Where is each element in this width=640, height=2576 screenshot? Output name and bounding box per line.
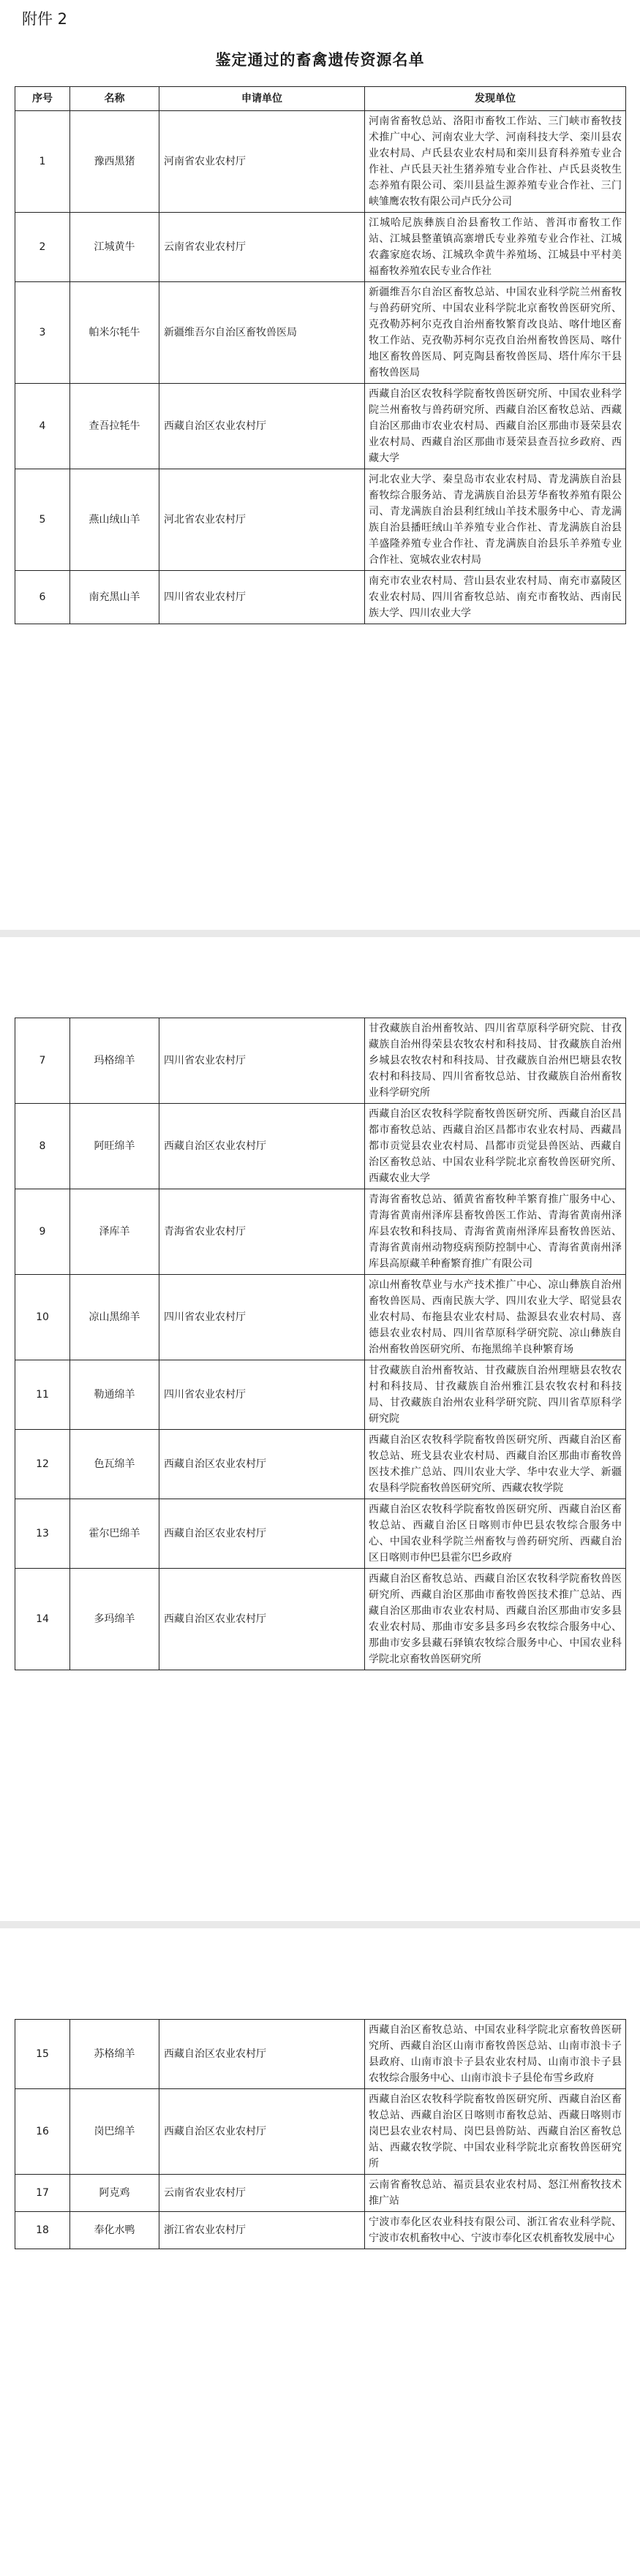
- table-header-row: [15, 87, 626, 111]
- applicant-unit: 河南省农业农村厅: [159, 111, 365, 213]
- table-row: [15, 111, 626, 213]
- breed-name: 勒通绵羊: [70, 1360, 159, 1430]
- finder-units: 宁波市奉化区农业科技有限公司、浙江省农业科学院、宁波市农机畜牧中心、宁波市奉化区农机畜牧发展中心: [365, 2212, 626, 2249]
- row-number: 18: [15, 2212, 70, 2249]
- table-row: [15, 469, 626, 571]
- row-number: 3: [15, 282, 70, 384]
- finder-units: 西藏自治区农牧科学院畜牧兽医研究所、西藏自治区畜牧总站、西藏自治区日喀则市仲巴县农牧综合服务中心、中国农业科学院兰州畜牧与兽药研究所、西藏自治区日喀则市仲巴县霍尔巴乡政府: [365, 1499, 626, 1569]
- row-number: 9: [15, 1189, 70, 1275]
- breed-name: 岗巴绵羊: [70, 2089, 159, 2175]
- row-number: 5: [15, 469, 70, 571]
- table-page-1: [15, 86, 625, 624]
- finder-units: 江城哈尼族彝族自治县畜牧工作站、普洱市畜牧工作站、江城县整董镇高寨增氏专业养殖专业合作社、江城农鑫家庭农场、江城玖伞黄牛养殖场、江城县中平村美福畜牧养殖农民专业合作社: [365, 213, 626, 282]
- header-no: 序号: [15, 87, 70, 111]
- finder-units: 青海省畜牧总站、循黄省畜牧种羊繁育推广服务中心、青海省黄南州泽库县畜牧兽医工作站、青海省黄南州泽库县农牧和科技局、青海省黄南州泽库县畜牧兽医站、青海省黄南州动物疫病预防控制中心、青海省黄南州泽库县高原藏羊种畜繁育推广有限公司: [365, 1189, 626, 1275]
- finder-units: 西藏自治区农牧科学院畜牧兽医研究所、中国农业科学院兰州畜牧与兽药研究所、西藏自治区畜牧总站、西藏自治区那曲市农业农村局、西藏自治区那曲市聂荣县农业农村局、西藏自治区那曲市聂荣县查吾拉乡政府、西藏大学: [365, 384, 626, 469]
- row-number: 1: [15, 111, 70, 213]
- breed-name: 江城黄牛: [70, 213, 159, 282]
- applicant-unit: 新疆维吾尔自治区畜牧兽医局: [159, 282, 365, 384]
- applicant-unit: 西藏自治区农业农村厅: [159, 384, 365, 469]
- applicant-unit: 西藏自治区农业农村厅: [159, 1430, 365, 1499]
- applicant-unit: 云南省农业农村厅: [159, 213, 365, 282]
- table-row: [15, 2020, 626, 2089]
- applicant-unit: 西藏自治区农业农村厅: [159, 1104, 365, 1189]
- breed-name: 霍尔巴绵羊: [70, 1499, 159, 1569]
- applicant-unit: 西藏自治区农业农村厅: [159, 1569, 365, 1670]
- resource-table: [15, 1018, 626, 1670]
- row-number: 6: [15, 571, 70, 624]
- breed-name: 奉化水鸭: [70, 2212, 159, 2249]
- finder-units: 西藏自治区农牧科学院畜牧兽医研究所、西藏自治区畜牧总站、西藏自治区日喀则市畜牧总站、西藏日喀则市岗巴县农业农村局、岗巴县兽防站、西藏自治区畜牧总站、西藏农牧学院、中国农业科学院北京畜牧兽医研究所: [365, 2089, 626, 2175]
- finder-units: 西藏自治区农牧科学院畜牧兽医研究所、西藏自治区昌都市畜牧总站、西藏自治区昌都市农业农村局、西藏昌都市贡觉县农业农村局、昌都市贡觉县兽医站、西藏自治区畜牧总站、中国农业科学院北京畜牧兽医研究所、西藏农业大学: [365, 1104, 626, 1189]
- breed-name: 色瓦绵羊: [70, 1430, 159, 1499]
- table-row: [15, 1018, 626, 1104]
- finder-units: 甘孜藏族自治州畜牧站、甘孜藏族自治州理塘县农牧农村和科技局、甘孜藏族自治州雅江县农牧农村和科技局、甘孜藏族自治州农业科学研究院、四川省草原科学研究院: [365, 1360, 626, 1430]
- breed-name: 凉山黑绵羊: [70, 1275, 159, 1360]
- page-gap: [0, 1921, 640, 1928]
- breed-name: 帕米尔牦牛: [70, 282, 159, 384]
- row-number: 16: [15, 2089, 70, 2175]
- applicant-unit: 四川省农业农村厅: [159, 1360, 365, 1430]
- breed-name: 燕山绒山羊: [70, 469, 159, 571]
- table-row: [15, 2089, 626, 2175]
- table-row: [15, 1499, 626, 1569]
- table-row: [15, 213, 626, 282]
- table-row: [15, 282, 626, 384]
- table-row: [15, 2212, 626, 2249]
- finder-units: 新疆维吾尔自治区畜牧总站、中国农业科学院兰州畜牧与兽药研究所、中国农业科学院北京畜牧兽医研究所、克孜勒苏柯尔克孜自治州畜牧繁育改良站、喀什地区畜牧工作站、克孜勒苏柯尔克孜自治州畜牧兽医局、喀什地区畜牧兽医局、阿克陶县畜牧兽医局、塔什库尔干县畜牧兽医局: [365, 282, 626, 384]
- row-number: 13: [15, 1499, 70, 1569]
- row-number: 12: [15, 1430, 70, 1499]
- applicant-unit: 西藏自治区农业农村厅: [159, 2089, 365, 2175]
- breed-name: 多玛绵羊: [70, 1569, 159, 1670]
- applicant-unit: 河北省农业农村厅: [159, 469, 365, 571]
- table-page-2: [15, 1018, 625, 1670]
- breed-name: 阿旺绵羊: [70, 1104, 159, 1189]
- table-row: [15, 1275, 626, 1360]
- finder-units: 西藏自治区畜牧总站、西藏自治区农牧科学院畜牧兽医研究所、西藏自治区那曲市畜牧兽医技术推广总站、西藏自治区那曲市农业农村局、西藏自治区那曲市安多县农业农村局、那曲市安多县多玛乡农牧综合服务中心、那曲市安多县藏石驿镇农牧综合服务中心、中国农业科学院北京畜牧兽医研究所: [365, 1569, 626, 1670]
- document-title: 鉴定通过的畜禽遗传资源名单: [215, 51, 425, 69]
- row-number: 10: [15, 1275, 70, 1360]
- row-number: 7: [15, 1018, 70, 1104]
- finder-units: 河北农业大学、秦皇岛市农业农村局、青龙满族自治县畜牧综合服务站、青龙满族自治县芳华畜牧养殖有限公司、青龙满族自治县利红绒山羊技术服务中心、青龙满族自治县播旺绒山羊养殖专业合作社、青龙满族自治县羊盛隆养殖专业合作社、青龙满族自治县乐羊养殖专业合作社、宽城农业农村局: [365, 469, 626, 571]
- row-number: 14: [15, 1569, 70, 1670]
- page-gap: [0, 930, 640, 937]
- table-row: [15, 384, 626, 469]
- table-row: [15, 571, 626, 624]
- row-number: 11: [15, 1360, 70, 1430]
- breed-name: 苏格绵羊: [70, 2020, 159, 2089]
- header-applicant: 申请单位: [159, 87, 365, 111]
- row-number: 15: [15, 2020, 70, 2089]
- applicant-unit: 浙江省农业农村厅: [159, 2212, 365, 2249]
- attachment-label: 附件 2: [22, 10, 68, 28]
- applicant-unit: 青海省农业农村厅: [159, 1189, 365, 1275]
- resource-table: [15, 2019, 626, 2249]
- table-row: [15, 1430, 626, 1499]
- breed-name: 南充黑山羊: [70, 571, 159, 624]
- applicant-unit: 西藏自治区农业农村厅: [159, 2020, 365, 2089]
- table-row: [15, 2175, 626, 2212]
- table-row: [15, 1360, 626, 1430]
- finder-units: 西藏自治区农牧科学院畜牧兽医研究所、西藏自治区畜牧总站、班戈县农业农村局、西藏自治区那曲市畜牧兽医技术推广总站、四川农业大学、华中农业大学、新疆农垦科学院畜牧兽医研究所、西藏农牧学院: [365, 1430, 626, 1499]
- table-row: [15, 1104, 626, 1189]
- breed-name: 豫西黑猪: [70, 111, 159, 213]
- applicant-unit: 云南省农业农村厅: [159, 2175, 365, 2212]
- applicant-unit: 西藏自治区农业农村厅: [159, 1499, 365, 1569]
- finder-units: 西藏自治区畜牧总站、中国农业科学院北京畜牧兽医研究所、西藏自治区山南市畜牧兽医总站、山南市浪卡子县政府、山南市浪卡子县农业农村局、山南市浪卡子县农牧综合服务中心、山南市浪卡子县伦布雪乡政府: [365, 2020, 626, 2089]
- finder-units: 云南省畜牧总站、福贡县农业农村局、怒江州畜牧技术推广站: [365, 2175, 626, 2212]
- breed-name: 阿克鸡: [70, 2175, 159, 2212]
- header-finder: 发现单位: [365, 87, 626, 111]
- table-row: [15, 1569, 626, 1670]
- finder-units: 南充市农业农村局、营山县农业农村局、南充市嘉陵区农业农村局、四川省畜牧总站、南充市畜牧站、西南民族大学、四川农业大学: [365, 571, 626, 624]
- applicant-unit: 四川省农业农村厅: [159, 571, 365, 624]
- finder-units: 凉山州畜牧草业与水产技术推广中心、凉山彝族自治州畜牧兽医局、西南民族大学、四川农业大学、昭觉县农业农村局、布拖县农业农村局、盐源县农业农村局、喜德县农业农村局、四川省草原科学研究院、凉山彝族自治州畜牧兽医研究所、布拖黑绵羊良种繁育场: [365, 1275, 626, 1360]
- applicant-unit: 四川省农业农村厅: [159, 1018, 365, 1104]
- resource-table: [15, 86, 626, 624]
- row-number: 4: [15, 384, 70, 469]
- breed-name: 查吾拉牦牛: [70, 384, 159, 469]
- breed-name: 泽库羊: [70, 1189, 159, 1275]
- row-number: 8: [15, 1104, 70, 1189]
- breed-name: 玛格绵羊: [70, 1018, 159, 1104]
- finder-units: 河南省畜牧总站、洛阳市畜牧工作站、三门峡市畜牧技术推广中心、河南农业大学、河南科技大学、栾川县农业农村局、卢氏县农业农村局和栾川县育科养殖专业合作社、卢氏县天社生猪养殖专业合作社、卢氏县炎牧生态养殖有限公司、栾川县益生源养殖专业合作社、三门峡雏鹰农牧有限公司卢氏分公司: [365, 111, 626, 213]
- finder-units: 甘孜藏族自治州畜牧站、四川省草原科学研究院、甘孜藏族自治州得荣县农牧农村和科技局、甘孜藏族自治州乡城县农牧农村和科技局、甘孜藏族自治州巴塘县农牧农村和科技局、四川省畜牧总站、甘孜藏族自治州畜牧业科学研究所: [365, 1018, 626, 1104]
- table-page-3: [15, 2019, 625, 2249]
- table-row: [15, 1189, 626, 1275]
- row-number: 17: [15, 2175, 70, 2212]
- header-name: 名称: [70, 87, 159, 111]
- row-number: 2: [15, 213, 70, 282]
- applicant-unit: 四川省农业农村厅: [159, 1275, 365, 1360]
